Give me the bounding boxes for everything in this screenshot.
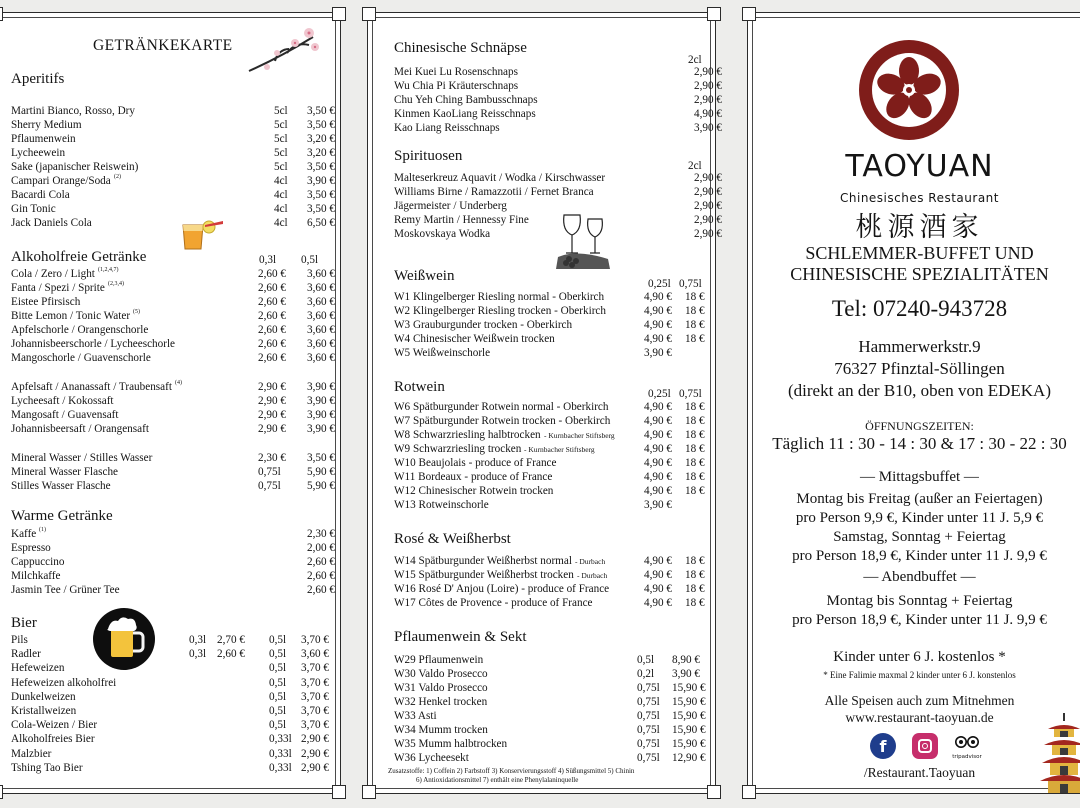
item-name: Johannisbeersaft / Orangensaft (11, 423, 149, 435)
opening-hours: Täglich 11 : 30 - 14 : 30 & 17 : 30 - 22 : 30 (772, 434, 1067, 453)
kids-free: Kinder unter 6 J. kostenlos * (833, 649, 1006, 665)
red-row: W13 Rotweinschorle 3,90 € (394, 499, 672, 511)
aperitifs-row: Campari Orange/Soda (2) 4cl 3,90 € (11, 174, 336, 188)
plum-row: W32 Henkel trocken 0,75l 15,90 € (394, 696, 706, 708)
item-name: Pflaumenwein (11, 133, 76, 145)
item-name: Kristallweizen (11, 705, 77, 717)
red-row: W8 Schwarzriesling halbtrocken - Kurnbacher Stiftsberg 4,90 € 18 € (394, 429, 705, 441)
aperitifs-row: Pflaumenwein 5cl 3,20 € (11, 133, 335, 145)
item-name: Kao Liang Reisschnaps (394, 122, 500, 134)
beer-row: Tshing Tao Bier 0,33l 2,90 € (11, 761, 329, 774)
plum-row: W34 Mumm trocken 0,75l 15,90 € (394, 724, 706, 736)
tagline-line-1: SCHLEMMER-BUFFET UND (805, 243, 1034, 263)
item-name: Sherry Medium (11, 119, 82, 131)
footnote-line-1: Zusatzstoffe: 1) Coffein 2) Farbstoff 3) Konservierungsstoff 4) Süßungsmittel 5) Chinin (388, 767, 635, 775)
plum-row: W29 Pflaumenwein 0,5l 8,90 € (394, 654, 700, 666)
red-row: W6 Spätburgunder Rotwein normal - Oberkirch 4,90 € 18 € (394, 401, 705, 413)
item-name: W29 Pflaumenwein (394, 654, 484, 666)
plum-row: W33 Asti 0,75l 15,90 € (394, 710, 706, 722)
item-name: Hefeweizen alkoholfrei (11, 676, 117, 689)
cherry-blossom-decoration (247, 23, 327, 83)
hot-row: Espresso 2,00 € (11, 542, 335, 554)
item-name: W16 Rosé D' Anjou (Loire) - produce of France (394, 583, 610, 595)
rose-heading: Rosé & Weißherbst (394, 531, 511, 547)
softdrinks-sizes: 0,3l 0,5l (259, 254, 319, 266)
additive-note: (1) (39, 527, 46, 533)
aperitifs-row: Sherry Medium 5cl 3,50 € (11, 119, 335, 131)
item-name: W13 Rotweinschorle (394, 499, 489, 511)
item-name: Apfelschorle / Orangenschorle (11, 324, 149, 336)
item-name: Mangosaft / Guavensaft (11, 409, 119, 421)
additive-note: (5) (133, 309, 140, 315)
item-name: W15 Spätburgunder Weißherbst trocken (394, 569, 574, 581)
plum-row: W30 Valdo Prosecco 0,2l 3,90 € (394, 668, 700, 680)
schnaps-row: Wu Chia Pi Kräuterschnaps 2,90 € (394, 80, 722, 92)
item-name: Remy Martin / Hennessy Fine (394, 214, 529, 226)
softdrinks-row: Eistee Pfirsisch 2,60 € 3,60 € (11, 296, 335, 308)
pagoda-icon (1040, 711, 1080, 793)
item-name: W30 Valdo Prosecco (394, 668, 488, 680)
softdrinks-row: Apfelsaft / Ananassaft / Traubensaft (4) 2,90 € 3,90 € (11, 380, 336, 394)
lunch-buffet-heading: — Mittagsbuffet — (860, 469, 979, 485)
item-origin: - Kurnbacher Stiftsberg (524, 445, 595, 454)
item-name: W10 Beaujolais - produce of France (394, 457, 557, 469)
rose-row: W16 Rosé D' Anjou (Loire) - produce of France 4,90 € 18 € (394, 583, 705, 595)
item-name: Jack Daniels Cola (11, 217, 92, 229)
softdrinks-row: Stilles Wasser Flasche 0,75l 5,90 € (11, 480, 335, 492)
instagram-icon[interactable] (912, 733, 938, 759)
item-name: Campari Orange/Soda (11, 175, 111, 187)
softdrinks-row: Mineral Wasser / Stilles Wasser 2,30 € 3,50 € (11, 452, 335, 464)
dinner-buffet-heading: — Abendbuffet — (863, 569, 976, 585)
white-row: W2 Klingelberger Riesling trocken - Oberkirch 4,90 € 18 € (394, 305, 705, 317)
white-row: W5 Weißweinschorle 3,90 € (394, 347, 672, 359)
item-name: W35 Mumm halbtrocken (394, 738, 508, 750)
social-handle[interactable]: /Restaurant.Taoyuan (863, 765, 976, 780)
aperitifs-row: Gin Tonic 4cl 3,50 € (11, 203, 335, 215)
lunch-line-1: Montag bis Freitag (außer an Feiertagen) (796, 491, 1043, 507)
aperitifs-row: Jack Daniels Cola 4cl 6,50 € (11, 217, 335, 229)
schnaps-size: 2cl (688, 54, 702, 66)
item-name: W4 Chinesischer Weißwein trocken (394, 333, 555, 345)
softdrinks-row: Johannisbeersaft / Orangensaft 2,90 € 3,90 € (11, 423, 335, 435)
item-name: Jasmin Tee / Grüner Tee (11, 584, 120, 596)
item-name: W34 Mumm trocken (394, 724, 488, 736)
website-link[interactable]: www.restaurant-taoyuan.de (845, 710, 994, 725)
drinks-menu-title: GETRÄNKEKARTE (93, 37, 233, 54)
restaurant-chinese-name: 桃源酒家 (855, 212, 984, 242)
item-name: Apfelsaft / Ananassaft / Traubensaft (11, 381, 172, 393)
kids-note: * Eine Falimie maxmal 2 kinder unter 6 J. konstenlos (823, 670, 1016, 680)
item-name: W2 Klingelberger Riesling trocken - Oberkirch (394, 305, 606, 317)
schnaps-heading: Chinesische Schnäpse (394, 40, 527, 56)
item-name: W32 Henkel trocken (394, 696, 488, 708)
footnote-line-2: 6) Antioxidationsmittel 7) enthält eine Phenylalaninquelle (416, 776, 579, 784)
item-name: Mei Kuei Lu Rosenschnaps (394, 66, 518, 78)
item-name: Martini Bianco, Rosso, Dry (11, 105, 135, 117)
item-name: W6 Spätburgunder Rotwein normal - Oberkirch (394, 401, 609, 413)
dinner-line-1: Montag bis Sonntag + Feiertag (826, 593, 1013, 609)
item-name: Eistee Pfirsisch (11, 296, 81, 308)
beer-row: Hefeweizen alkoholfrei 0,5l 3,70 € (11, 676, 329, 689)
opening-hours-heading: ÖFFNUNGSZEITEN: (865, 419, 974, 433)
address-street: Hammerwerkstr.9 (858, 337, 981, 356)
item-name: Jägermeister / Underberg (394, 200, 507, 212)
spirits-wine-panel (367, 12, 722, 794)
item-name: W3 Grauburgunder trocken - Oberkirch (394, 319, 573, 331)
item-name: Williams Birne / Ramazzotii / Fernet Branca (394, 186, 594, 198)
beer-row: Hefeweizen 0,5l 3,70 € (11, 662, 329, 675)
item-name: W5 Weißweinschorle (394, 347, 491, 359)
item-name: W36 Lycheesekt (394, 752, 469, 764)
address-directions: (direkt an der B10, oben von EDEKA) (788, 381, 1051, 400)
address-city: 76327 Pfinztal-Söllingen (834, 359, 1005, 378)
item-name: Fanta / Spezi / Sprite (11, 282, 105, 294)
item-name: Malteserkreuz Aquavit / Wodka / Kirschwasser (394, 172, 606, 184)
aperitifs-row: Bacardi Cola 4cl 3,50 € (11, 189, 335, 201)
item-name: Sake (japanischer Reiswein) (11, 161, 139, 173)
schnaps-row: Kinmen KaoLiang Reisschnaps 4,90 € (394, 108, 722, 120)
takeaway-note: Alle Speisen auch zum Mitnehmen (824, 693, 1015, 708)
wine-glasses-icon (554, 209, 614, 273)
softdrinks-row: Johannisbeerschorle / Lycheeschorle 2,60 € 3,60 € (11, 338, 335, 350)
item-name: Kinmen KaoLiang Reisschnaps (394, 108, 536, 120)
cocktail-icon (179, 219, 227, 253)
rose-row: W17 Côtes de Provence - produce of France 4,90 € 18 € (394, 597, 705, 609)
item-name: Pils (11, 634, 28, 646)
item-name: Mineral Wasser Flasche (11, 466, 119, 478)
item-name: Gin Tonic (11, 203, 56, 215)
additive-note: (2) (114, 174, 121, 180)
item-name: W14 Spätburgunder Weißherbst normal (394, 555, 572, 567)
white-row: W1 Klingelberger Riesling normal - Oberkirch 4,90 € 18 € (394, 291, 705, 303)
item-name: Cola-Weizen / Bier (11, 719, 98, 732)
item-name: Espresso (11, 542, 51, 554)
tripadvisor-label: tripadvisor (952, 754, 982, 760)
softdrinks-row: Mangosaft / Guavensaft 2,90 € 3,90 € (11, 409, 335, 421)
item-name: Bitte Lemon / Tonic Water (11, 310, 131, 322)
softdrinks-row: Cola / Zero / Light (1,2,4,7) 2,60 € 3,60 € (11, 267, 336, 281)
facebook-icon[interactable]: f (870, 733, 896, 759)
red-row: W9 Schwarzriesling trocken - Kurnbacher Stiftsberg 4,90 € 18 € (394, 443, 705, 455)
spirituosen-row: Malteserkreuz Aquavit / Wodka / Kirschwasser 2,90 € (394, 172, 722, 184)
red-row: W10 Beaujolais - produce of France 4,90 € 18 € (394, 457, 705, 469)
item-name: W33 Asti (394, 710, 437, 722)
item-name: W8 Schwarzriesling halbtrocken (394, 429, 541, 441)
item-name: W9 Schwarzriesling trocken (394, 443, 522, 455)
schnaps-row: Chu Yeh Ching Bambusschnaps 2,90 € (394, 94, 722, 106)
item-name: Johannisbeerschorle / Lycheeschorle (11, 338, 176, 350)
spirituosen-heading: Spirituosen (394, 148, 463, 164)
item-name: W12 Chinesischer Rotwein trocken (394, 485, 554, 497)
softdrinks-row: Fanta / Spezi / Sprite (2,3,4) 2,60 € 3,60 € (11, 281, 336, 295)
item-name: W7 Spätburgunder Rotwein trocken - Oberkirch (394, 415, 611, 427)
softdrinks-row: Apfelschorle / Orangenschorle 2,60 € 3,60 € (11, 324, 335, 336)
red-wine-sizes: 0,25l 0,75l (648, 388, 702, 400)
white-wine-sizes: 0,25l 0,75l (648, 278, 702, 290)
rose-row: W14 Spätburgunder Weißherbst normal - Durbach 4,90 € 18 € (394, 555, 705, 567)
white-row: W4 Chinesischer Weißwein trocken 4,90 € 18 € (394, 333, 705, 345)
item-name: Mangoschorle / Guavenschorle (11, 352, 151, 364)
beer-row: Cola-Weizen / Bier 0,5l 3,70 € (11, 719, 329, 732)
red-row: W12 Chinesischer Rotwein trocken 4,90 € 18 € (394, 485, 705, 497)
item-name: Bacardi Cola (11, 189, 70, 201)
lunch-line-3: Samstag, Sonntag + Feiertag (833, 529, 1006, 545)
softdrinks-heading: Alkoholfreie Getränke (11, 249, 147, 265)
item-name: Stilles Wasser Flasche (11, 480, 111, 492)
additive-note: (4) (175, 380, 182, 386)
beer-heading: Bier (11, 615, 37, 631)
plum-row: W36 Lycheesekt 0,75l 12,90 € (394, 752, 706, 764)
item-name: Lycheewein (11, 147, 66, 159)
hot-drinks-heading: Warme Getränke (11, 508, 113, 524)
beer-row: Dunkelweizen 0,5l 3,70 € (11, 690, 329, 703)
aperitifs-row: Sake (japanischer Reiswein) 5cl 3,50 € (11, 161, 335, 173)
plum-row: W35 Mumm halbtrocken 0,75l 15,90 € (394, 738, 706, 750)
plum-row: W31 Valdo Prosecco 0,75l 15,90 € (394, 682, 706, 694)
item-name: W11 Bordeaux - produce of France (394, 471, 553, 483)
phone-number[interactable]: Tel: 07240-943728 (831, 296, 1008, 321)
item-name: Alkoholfreies Bier (11, 733, 95, 746)
item-name: Cola / Zero / Light (11, 268, 95, 280)
tripadvisor-icon[interactable] (952, 735, 982, 765)
red-wine-heading: Rotwein (394, 379, 445, 395)
beer-row: Pils 0,3l 2,70 € 0,5l 3,70 € (11, 634, 329, 646)
hot-row: Milchkaffe 2,60 € (11, 570, 335, 582)
item-name: Dunkelweizen (11, 690, 76, 703)
beer-row: Alkoholfreies Bier 0,33l 2,90 € (11, 733, 329, 746)
softdrinks-row: Lycheesaft / Kokossaft 2,90 € 3,90 € (11, 395, 335, 407)
red-row: W7 Spätburgunder Rotwein trocken - Oberkirch 4,90 € 18 € (394, 415, 705, 427)
lunch-line-2: pro Person 9,9 €, Kinder unter 11 J. 5,9 € (795, 510, 1044, 526)
spirituosen-size: 2cl (688, 160, 702, 172)
item-name: W1 Klingelberger Riesling normal - Oberkirch (394, 291, 605, 303)
item-name: Tshing Tao Bier (11, 761, 83, 774)
softdrinks-row: Mineral Wasser Flasche 0,75l 5,90 € (11, 466, 335, 478)
spirituosen-row: Moskovskaya Wodka 2,90 € (394, 228, 722, 240)
item-origin: - Durbach (577, 571, 608, 580)
item-name: Hefeweizen (11, 662, 65, 675)
item-name: W31 Valdo Prosecco (394, 682, 488, 694)
restaurant-name: TAOYUAN (845, 149, 994, 184)
item-name: Kaffe (11, 528, 37, 540)
softdrinks-row: Bitte Lemon / Tonic Water (5) 2,60 € 3,60 € (11, 309, 336, 323)
item-name: Wu Chia Pi Kräuterschnaps (394, 80, 519, 92)
spirituosen-row: Remy Martin / Hennessy Fine 2,90 € (394, 214, 722, 226)
hot-row: Kaffe (1) 2,30 € (11, 527, 336, 541)
beer-row: Malzbier 0,33l 2,90 € (11, 747, 329, 760)
item-name: Malzbier (11, 747, 52, 760)
spirituosen-row: Williams Birne / Ramazzotii / Fernet Branca 2,90 € (394, 186, 722, 198)
item-origin: - Kurnbacher Stiftsberg (544, 431, 615, 440)
rose-row: W15 Spätburgunder Weißherbst trocken - Durbach 4,90 € 18 € (394, 569, 705, 581)
schnaps-row: Mei Kuei Lu Rosenschnaps 2,90 € (394, 66, 722, 78)
white-row: W3 Grauburgunder trocken - Oberkirch 4,90 € 18 € (394, 319, 705, 331)
item-name: W17 Côtes de Provence - produce of France (394, 597, 593, 609)
additive-note: (2,3,4) (108, 281, 124, 287)
lunch-line-4: pro Person 18,9 €, Kinder unter 11 J. 9,9 € (792, 548, 1047, 564)
aperitifs-row: Martini Bianco, Rosso, Dry 5cl 3,50 € (11, 105, 335, 117)
restaurant-subtitle: Chinesisches Restaurant (840, 191, 999, 205)
item-name: Moskovskaya Wodka (394, 228, 491, 240)
additive-note: (1,2,4,7) (98, 267, 119, 273)
aperitifs-row: Lycheewein 5cl 3,20 € (11, 147, 335, 159)
item-name: Chu Yeh Ching Bambusschnaps (394, 94, 538, 106)
drinks-panel (0, 12, 341, 794)
hot-row: Cappuccino 2,60 € (11, 556, 335, 568)
beer-row: Kristallweizen 0,5l 3,70 € (11, 705, 329, 717)
item-name: Milchkaffe (11, 570, 61, 582)
flower-logo-icon (858, 39, 960, 141)
plum-sekt-heading: Pflaumenwein & Sekt (394, 629, 527, 645)
spirituosen-row: Jägermeister / Underberg 2,90 € (394, 200, 722, 212)
red-row: W11 Bordeaux - produce of France 4,90 € 18 € (394, 471, 705, 483)
item-name: Mineral Wasser / Stilles Wasser (11, 452, 153, 464)
beer-row: Radler 0,3l 2,60 € 0,5l 3,60 € (11, 648, 329, 661)
tagline-line-2: CHINESISCHE SPEZIALITÄTEN (790, 264, 1049, 284)
item-name: Cappuccino (11, 556, 65, 568)
white-wine-heading: Weißwein (394, 268, 455, 284)
item-origin: - Durbach (575, 557, 606, 566)
aperitifs-heading: Aperitifs (11, 71, 65, 87)
schnaps-row: Kao Liang Reisschnaps 3,90 € (394, 122, 722, 134)
item-name: Radler (11, 648, 41, 661)
softdrinks-row: Mangoschorle / Guavenschorle 2,60 € 3,60 € (11, 352, 335, 364)
hot-row: Jasmin Tee / Grüner Tee 2,60 € (11, 584, 335, 596)
dinner-line-2: pro Person 18,9 €, Kinder unter 11 J. 9,9 € (792, 612, 1047, 628)
restaurant-info-panel (747, 12, 1080, 794)
tripadvisor-owl-icon (955, 735, 979, 749)
item-name: Lycheesaft / Kokossaft (11, 395, 114, 407)
